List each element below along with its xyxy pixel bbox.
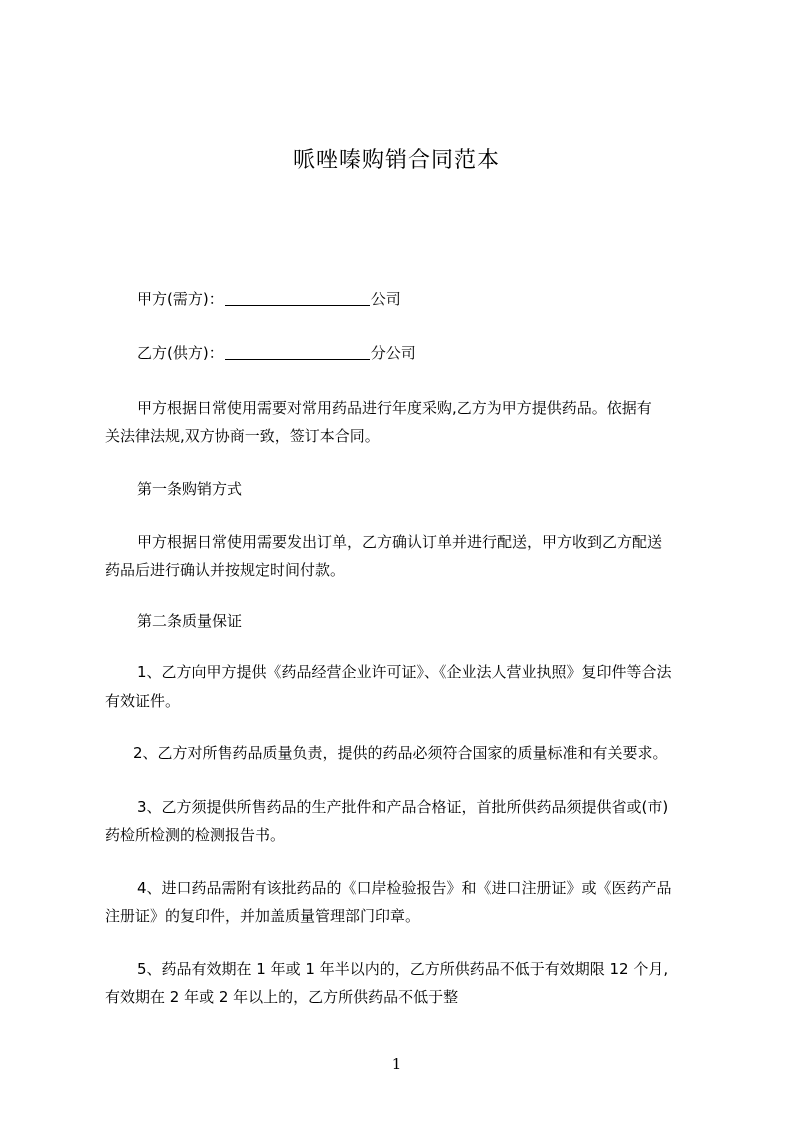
party-a-label: 甲方(需方)： (137, 290, 224, 308)
party-b-blank[interactable] (225, 345, 370, 360)
party-b-suffix: 分公司 (370, 344, 416, 362)
item-4-line-1: 4、进口药品需附有该批药品的《口岸检验报告》和《进口注册证》或《医药产品 (137, 879, 672, 897)
item-1-line-1: 1、乙方向甲方提供《药品经营企业许可证》、《企业法人营业执照》复印件等合法 (137, 663, 672, 681)
intro-line-1: 甲方根据日常使用需要对常用药品进行年度采购,乙方为甲方提供药品。依据有 (137, 399, 652, 417)
article-1-line-1: 甲方根据日常使用需要发出订单，乙方确认订单并进行配送，甲方收到乙方配送 (137, 533, 663, 551)
item-5-line-1: 5、药品有效期在 1 年或 1 年半以内的，乙方所供药品不低于有效期限 12 个月, (137, 960, 669, 978)
party-b-label: 乙方(供方)： (137, 344, 224, 362)
item-5-line-2: 有效期在 2 年或 2 年以上的，乙方所供药品不低于整 (105, 988, 459, 1006)
party-a-suffix: 公司 (370, 290, 401, 308)
item-2-line-1: 2、乙方对所售药品质量负责，提供的药品必须符合国家的质量标准和有关要求。 (133, 744, 668, 762)
item-4-line-2: 注册证》的复印件，并加盖质量管理部门印章。 (105, 907, 421, 925)
article-1-line-2: 药品后进行确认并按规定时间付款。 (105, 561, 346, 579)
item-3-line-2: 药检所检测的检测报告书。 (105, 826, 286, 844)
party-b-line (105, 338, 737, 368)
item-3-line-1: 3、乙方须提供所售药品的生产批件和产品合格证，首批所供药品须提供省或(市) (137, 798, 669, 816)
item-1-line-2: 有效证件。 (105, 692, 181, 710)
page-number: 1 (391, 1055, 402, 1073)
article-2-heading: 第二条质量保证 (137, 612, 243, 630)
document-title: 哌唑嗪购销合同范本 (292, 148, 500, 173)
article-1-heading: 第一条购销方式 (137, 480, 243, 498)
party-a-line (105, 284, 737, 314)
party-a-blank[interactable] (225, 291, 370, 306)
intro-line-2: 关法律法规,双方协商一致，签订本合同。 (105, 427, 380, 445)
